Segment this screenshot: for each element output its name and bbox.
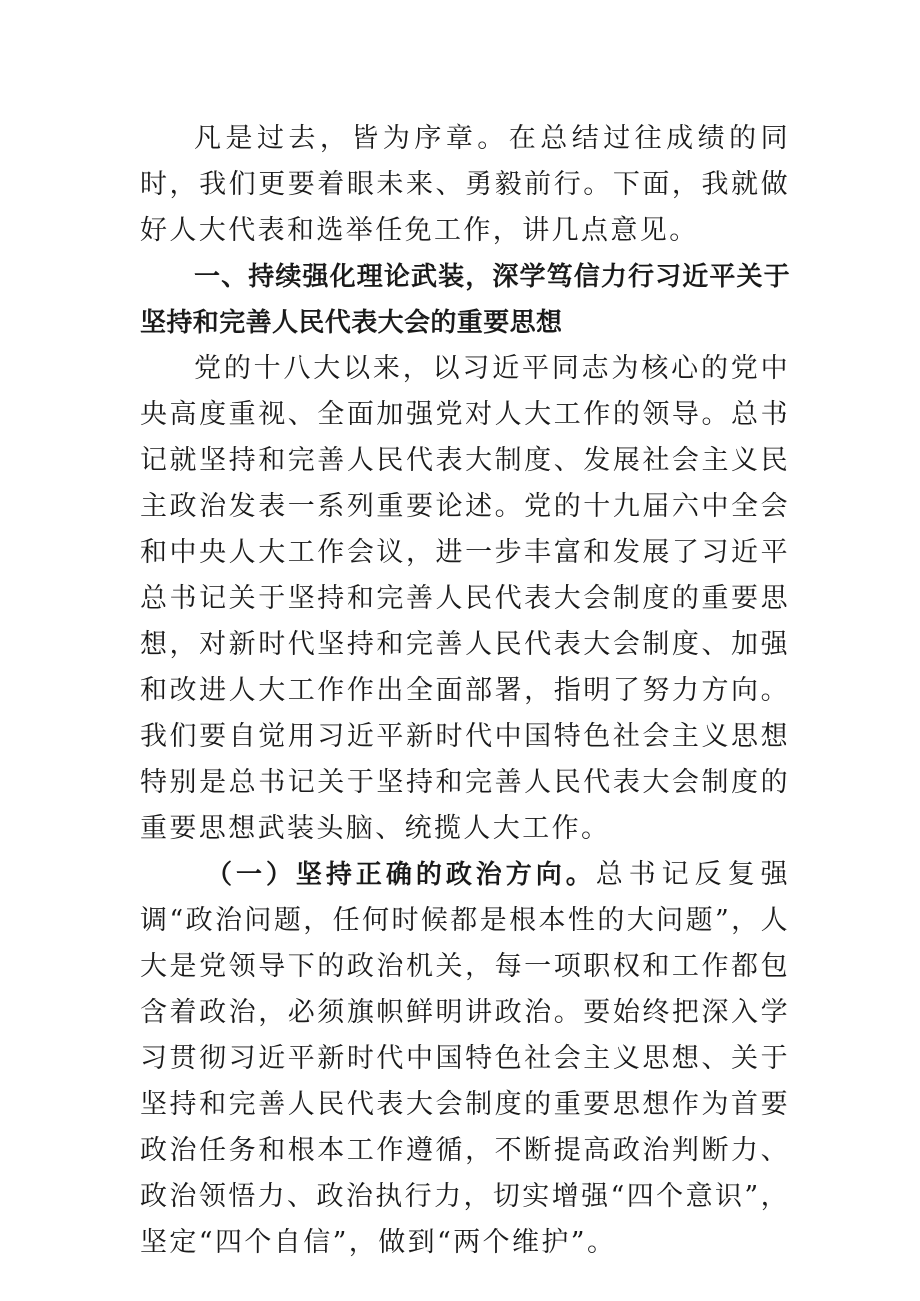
subsection-paragraph xyxy=(140,852,790,1266)
section-body-paragraph: 党的十八大以来，以习近平同志为核心的党中央高度重视、全面加强党对人大工作的领导。总书记就坚持和完善人民代表大制度、发展社会主义民主政治发表一系列重要论述。党的十九届六中全会和中央人大工作会议，进一步丰富和发展了习近平总书记关于坚持和完善人民代表大会制度的重要思想，对新时代坚持和完善人民代表大会制度、加强和改进人大工作作出全面部署，指明了努力方向。我们要自觉用习近平新时代中国特色社会主义思想特别是总书记关于坚持和完善人民代表大会制度的重要思想武装头脑、统揽人大工作。 xyxy=(140,353,790,844)
intro-paragraph: 凡是过去，皆为序章。在总结过往成绩的同时，我们更要着眼未来、勇毅前行。下面，我就做好人大代表和选举任免工作，讲几点意见。 xyxy=(140,123,790,246)
subsection-body: 总书记反复强调“政治问题，任何时候都是根本性的大问题”，人大是党领导下的政治机关，每一项职权和工作都包含着政治，必须旗帜鲜明讲政治。要始终把深入学习贯彻习近平新时代中国特色社会主义思想、关于坚持和完善人民代表大会制度的重要思想作为首要政治任务和根本工作遵循，不断提高政治判断力、政治领悟力、政治执行力，切实增强“四个意识”，坚定“四个自信”，做到“两个维护”。 xyxy=(140,859,791,1258)
section-heading: 一、持续强化理论武装，深学笃信力行习近平关于坚持和完善人民代表大会的重要思想 xyxy=(140,262,790,338)
subsection-lead: （一）坚持正确的政治方向。 xyxy=(206,860,596,890)
